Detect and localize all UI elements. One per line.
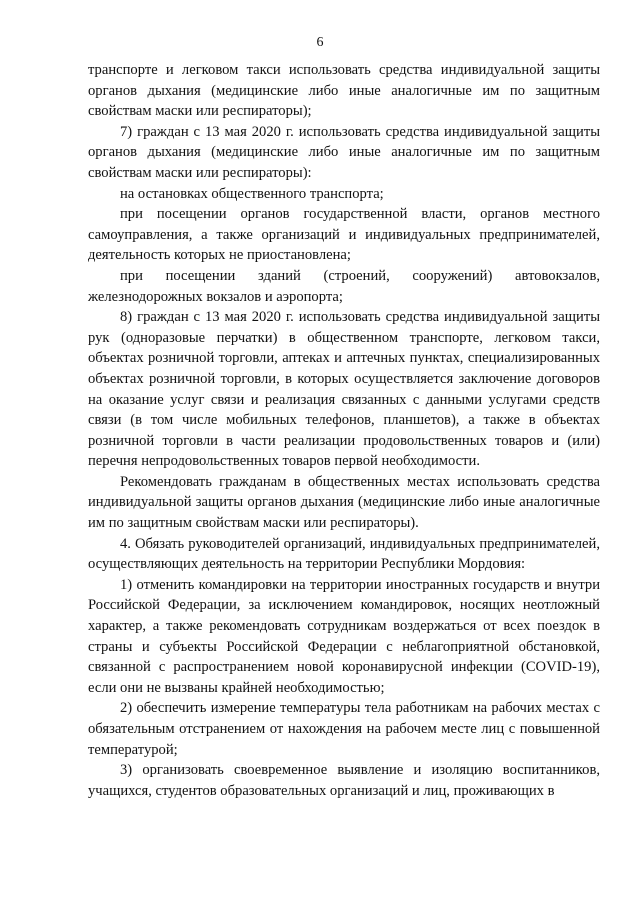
paragraph-bus-stops: на остановках общественного транспорта;	[120, 185, 384, 202]
paragraph-recommendation: Рекомендовать гражданам в общественных местах использовать средства индивидуальной защиты органов дыхания (медицинские либо иные аналогичные им по защитным свойствам маски или респираторы).	[88, 473, 600, 532]
paragraph-continuation: транспорте и легковом такси использовать средства индивидуальной защиты органов дыхания (медицинские либо иные аналогичные им по защитным свойствам маски или респираторы);	[88, 62, 600, 120]
paragraph-item-8: 8) граждан с 13 мая 2020 г. использовать средства индивидуальной защиты рук (одноразовые перчатки) в общественном транспорте, легковом такси, объектах розничной торговли, аптеках и аптечных пунктах, специализированных объектах розничной торговли, в которых осуществляется заключение договоров на оказание услуг связи и реализация связанных с данными услугами средств связи (в том числе мобильных телефонов, планшетов), а также в объектах розничной торговли в части реализации продовольственных товаров и (или) перечня непродовольственных товаров первой необходимости.	[88, 309, 600, 470]
paragraph-item-2: 2) обеспечить измерение температуры тела работникам на рабочих местах с обязательным отстранением от нахождения на рабочем месте лиц с повышенной температурой;	[88, 700, 600, 758]
page-number: 6	[316, 35, 324, 50]
paragraph-government-bodies: при посещении органов государственной власти, органов местного самоуправления, а также организаций и индивидуальных предпринимателей, деятельность которых не приостановлена;	[88, 206, 600, 264]
paragraph-section-4: 4. Обязать руководителей организаций, индивидуальных предпринимателей, осуществляющих деятельность на территории Республики Мордовия:	[88, 535, 600, 573]
document-body	[88, 60, 600, 801]
paragraph-item-3: 3) организовать своевременное выявление и изоляцию воспитанников, учащихся, студентов образовательных организаций и лиц, проживающих в	[88, 762, 600, 799]
paragraph-item-7: 7) граждан с 13 мая 2020 г. использовать средства индивидуальной защиты органов дыхания (медицинские либо иные аналогичные им по защитным свойствам маски или респираторы):	[88, 123, 600, 181]
paragraph-stations: при посещении зданий (строений, сооружений) автовокзалов, железнодорожных вокзалов и аэропорта;	[88, 267, 600, 305]
paragraph-item-1: 1) отменить командировки на территории иностранных государств и внутри Российской Федерации, за исключением командировок, носящих неотложный характер, а также рекомендовать сотрудникам воздержаться от всех поездок в страны и субъекты Российской Федерации с неблагоприятной обстановкой, связанной с распространением новой коронавирусной инфекции (COVID-19), если они не вызваны крайней необходимостью;	[88, 576, 600, 696]
